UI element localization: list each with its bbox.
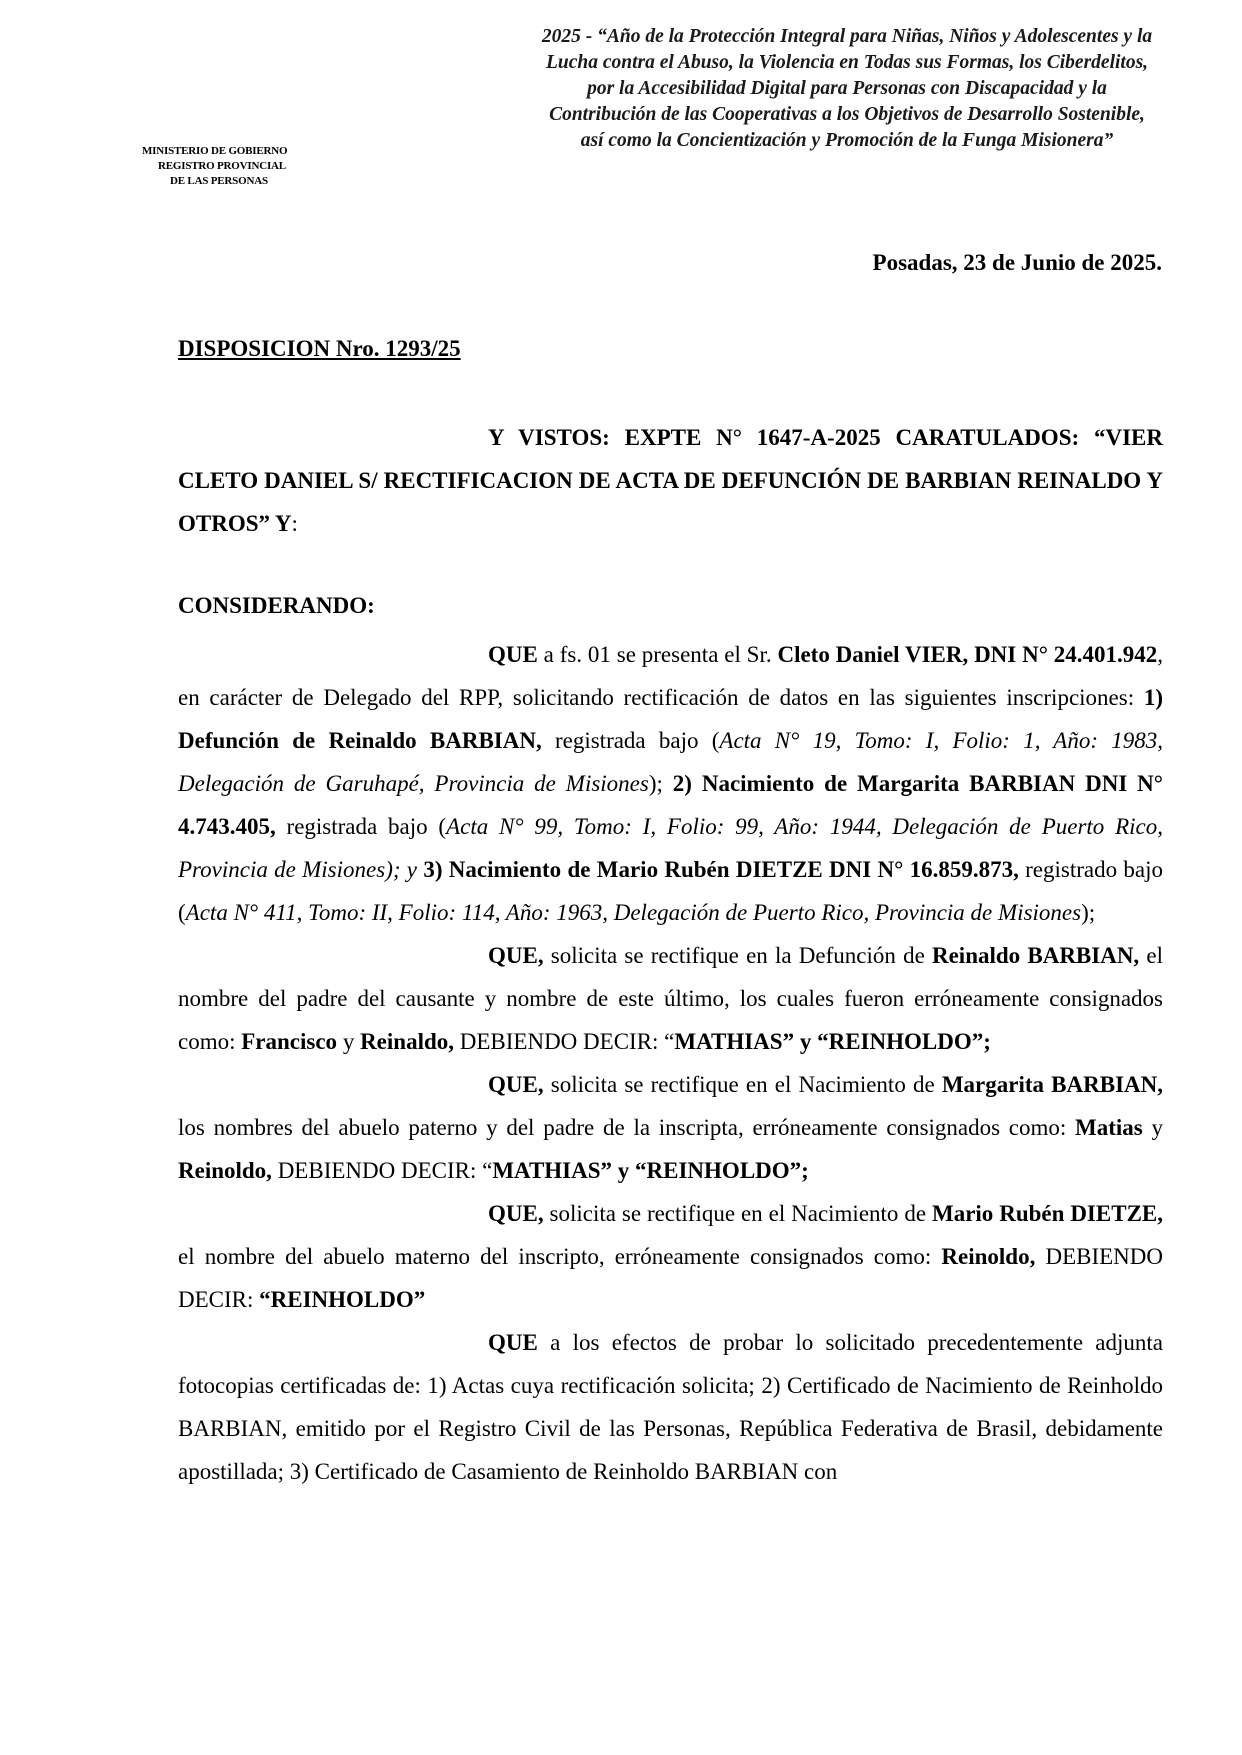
text-run: solicita se rectifique en el Nacimiento de bbox=[543, 1201, 932, 1226]
bold-run: Reinaldo BARBIAN, bbox=[931, 943, 1140, 968]
text-run: registrada bajo ( bbox=[275, 814, 447, 839]
disposicion-title: DISPOSICION Nro. 1293/25 bbox=[178, 336, 461, 361]
vistos-tail: : bbox=[291, 511, 298, 536]
ministry-line: MINISTERIO DE GOBIERNO bbox=[142, 145, 288, 157]
text-run: DEBIENDO DECIR: “ bbox=[271, 1158, 493, 1183]
bold-run: 2) Nacimiento de Margarita BARBIAN DNI N° 4.743.405, bbox=[178, 771, 1163, 839]
text-run: y bbox=[337, 1029, 361, 1054]
bold-run: Margarita BARBIAN, bbox=[941, 1072, 1163, 1097]
text-run: solicita se rectifique en el Nacimiento de bbox=[543, 1072, 942, 1097]
vistos-bold: Y VISTOS: EXPTE N° 1647-A-2025 CARATULADOS: “VIER CLETO DANIEL S/ RECTIFICACION DE ACTA DE DEFUNCIÓN DE BARBIAN REINALDO Y OTROS” Y bbox=[178, 425, 1163, 536]
text-run: solicita se rectifique en la Defunción de bbox=[543, 943, 932, 968]
motto-line: así como la Concientización y Promoción de la Funga Misionera” bbox=[580, 130, 1114, 151]
italic-run: ); y bbox=[385, 857, 418, 882]
text-run: y bbox=[1142, 1115, 1163, 1140]
ministry-line: DE LAS PERSONAS bbox=[170, 175, 268, 187]
text-run: , en carácter de Delegado del RPP, solicitando rectificación de datos en las siguientes inscripciones: bbox=[178, 642, 1163, 710]
bold-run: Mario Rubén DIETZE, bbox=[931, 1201, 1163, 1226]
italic-run: Acta N° 99, Tomo: I, Folio: 99, Año: 1944, Delegación de Puerto Rico, Provincia de Misiones bbox=[178, 814, 1163, 882]
year-motto bbox=[478, 24, 1216, 154]
bold-run: 1) Defunción de Reinaldo BARBIAN, bbox=[178, 685, 1163, 753]
text-run: los nombres del abuelo paterno y del padre de la inscripta, erróneamente consignados como: bbox=[178, 1115, 1076, 1140]
bold-run: MATHIAS” y “REINHOLDO”; bbox=[492, 1158, 809, 1183]
text-run: ); bbox=[648, 771, 673, 796]
bold-run: Reinoldo, bbox=[941, 1244, 1036, 1269]
ministry-line: REGISTRO PROVINCIAL bbox=[158, 160, 286, 172]
motto-line: por la Accesibilidad Digital para Personas con Discapacidad y la bbox=[587, 78, 1107, 99]
bold-run: Reinaldo, bbox=[360, 1029, 454, 1054]
motto-line: Contribución de las Cooperativas a los Objetivos de Desarrollo Sostenible, bbox=[549, 104, 1145, 125]
bold-run: 3) Nacimiento de Mario Rubén DIETZE DNI N° 16.859.873, bbox=[423, 857, 1019, 882]
text-run: el nombre del padre del causante y nombre de este último, los cuales fueron erróneamente consignados como: bbox=[178, 943, 1163, 1054]
place-date: Posadas, 23 de Junio de 2025. bbox=[872, 250, 1162, 275]
italic-run: Acta N° 411, Tomo: II, Folio: 114, Año: 1963, Delegación de Puerto Rico, Provincia de Misiones bbox=[185, 900, 1082, 925]
considerando-paragraph-1 bbox=[178, 633, 1163, 934]
bold-run: “REINHOLDO” bbox=[259, 1287, 426, 1312]
bold-run: Matias bbox=[1075, 1115, 1143, 1140]
vistos-paragraph bbox=[178, 416, 1163, 545]
text-run: a los efectos de probar lo solicitado precedentemente adjunta fotocopias certificadas de: 1) Actas cuya rectificación solicita; 2) Certificado de Nacimiento de Reinholdo BARBIAN, emitido por el Registro Civil de las Personas, República Federativa de Brasil, debidamente apostillada; 3) Certificado de Casamiento de Reinholdo BARBIAN con bbox=[178, 1330, 1163, 1484]
considerandos-section bbox=[178, 633, 1163, 1493]
text-run: DEBIENDO DECIR: bbox=[178, 1244, 1163, 1312]
bold-run: MATHIAS” y “REINHOLDO”; bbox=[674, 1029, 991, 1054]
text-run: DEBIENDO DECIR: “ bbox=[454, 1029, 675, 1054]
considerando-paragraph-3 bbox=[178, 1063, 1163, 1192]
considerando-title: CONSIDERANDO: bbox=[178, 593, 375, 618]
bold-run: Cleto Daniel VIER, DNI N° 24.401.942 bbox=[777, 642, 1158, 667]
que-keyword: QUE, bbox=[488, 943, 544, 968]
considerando-paragraph-2 bbox=[178, 934, 1163, 1063]
que-keyword: QUE, bbox=[488, 1072, 544, 1097]
que-keyword: QUE, bbox=[488, 1201, 544, 1226]
considerando-paragraph-5 bbox=[178, 1321, 1163, 1493]
text-run: registrado bajo ( bbox=[178, 857, 1164, 925]
bold-run: Reinoldo, bbox=[178, 1158, 272, 1183]
text-run: el nombre del abuelo materno del inscripto, erróneamente consignados como: bbox=[178, 1244, 942, 1269]
considerando-paragraph-4 bbox=[178, 1192, 1163, 1321]
ministry-header bbox=[142, 144, 287, 189]
text-run: a fs. 01 se presenta el Sr. bbox=[537, 642, 778, 667]
que-keyword: QUE bbox=[488, 642, 538, 667]
motto-line: 2025 - “Año de la Protección Integral para Niñas, Niños y Adolescentes y la bbox=[541, 26, 1153, 47]
text-run: registrada bajo ( bbox=[541, 728, 720, 753]
que-keyword: QUE bbox=[488, 1330, 538, 1355]
motto-line: Lucha contra el Abuso, la Violencia en Todas sus Formas, los Ciberdelitos, bbox=[545, 52, 1149, 73]
text-run: ); bbox=[1081, 900, 1096, 925]
bold-run: Francisco bbox=[241, 1029, 338, 1054]
vistos-section bbox=[178, 416, 1163, 545]
italic-run: Acta N° 19, Tomo: I, Folio: 1, Año: 1983, Delegación de Garuhapé, Provincia de Misiones bbox=[178, 728, 1163, 796]
